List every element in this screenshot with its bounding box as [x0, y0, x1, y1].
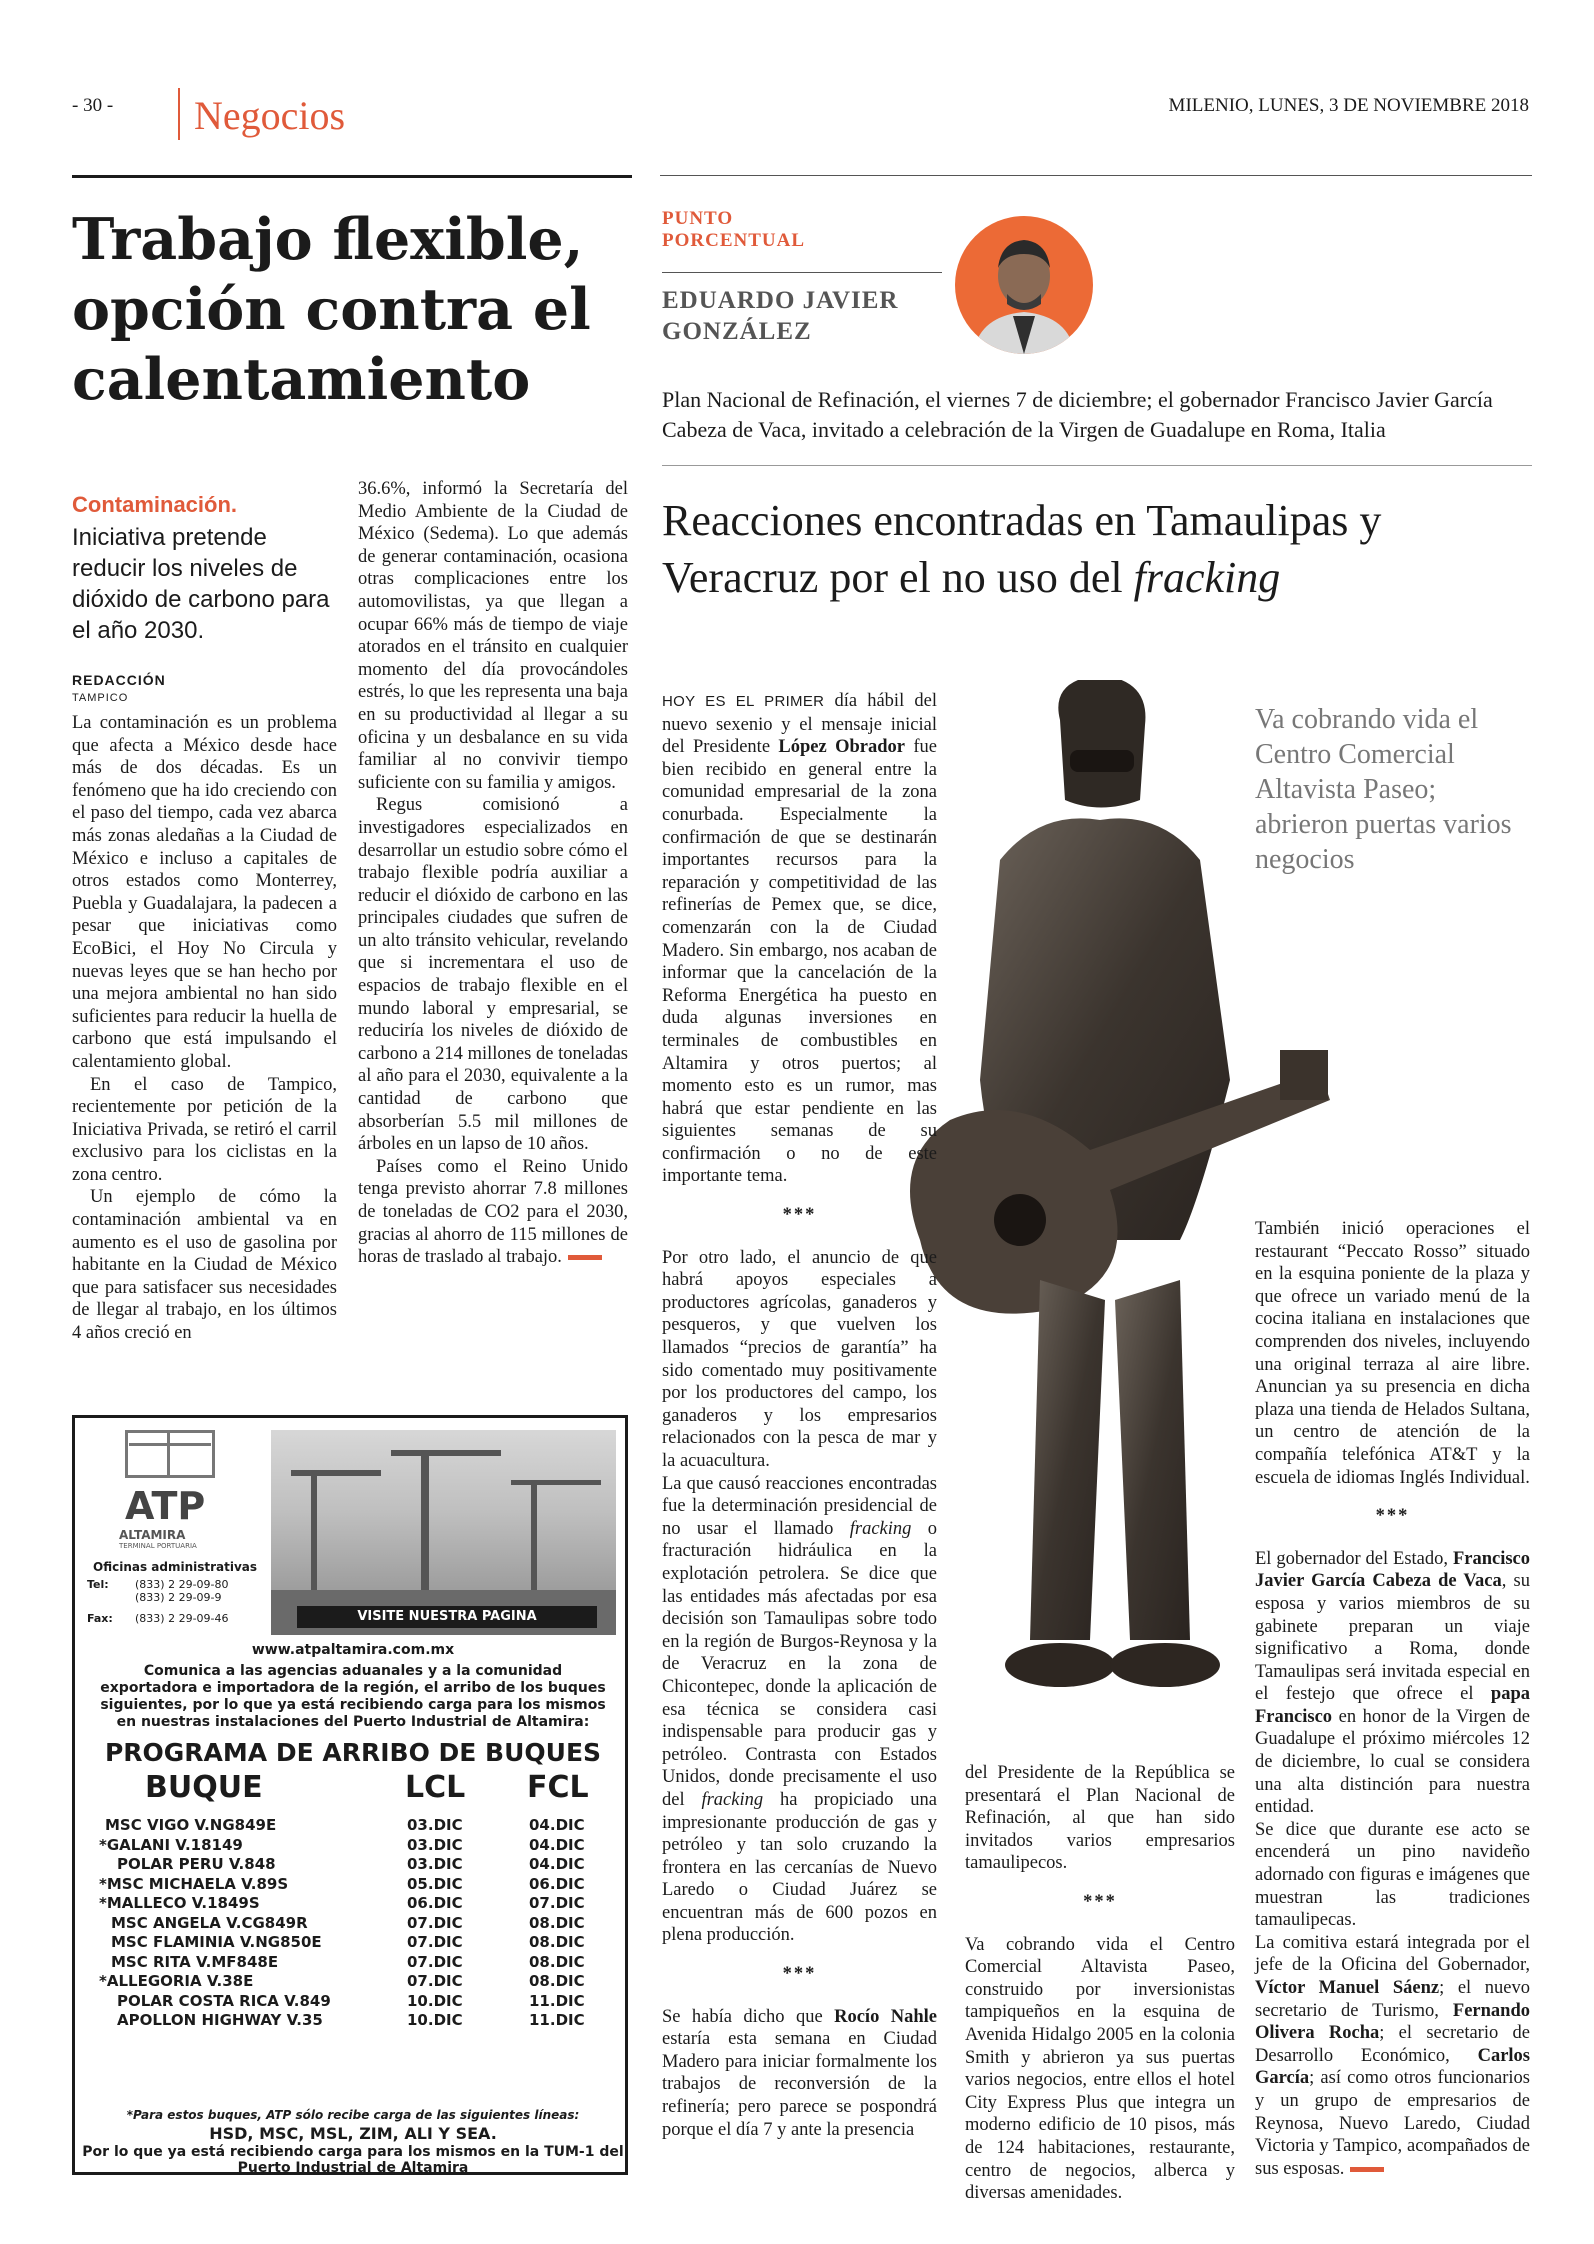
article-kicker: Contaminación.	[72, 492, 238, 517]
ad-contact	[87, 1578, 229, 1625]
ship-name: MSC FLAMINIA V.NG850E	[111, 1933, 322, 1951]
article-deck: Iniciativa pretende reducir los niveles de dióxido de carbono para el año 2030.	[72, 524, 330, 644]
ship-row	[97, 1875, 617, 1895]
ship-fcl: 04.DIC	[529, 1855, 585, 1873]
ad-closing: Por lo que ya está recibiendo carga para los mismos en la TUM-1 del Puerto Industrial de Altamira	[82, 2144, 624, 2176]
ship-row	[97, 1894, 617, 1914]
column-summary-rule	[662, 465, 1532, 466]
ship-row	[97, 1855, 617, 1875]
column-headline-text: Reacciones encontradas en Tamaulipas y Veracruz por el no uso del	[662, 496, 1382, 602]
separator: ***	[1083, 1891, 1117, 1912]
paragraph: Se había dicho que Rocío Nahle estaría esta semana en Ciudad Madero para iniciar formalmente los trabajos de reconversión de la refinería; pero parece se pospondrá porque el día 7 y ante la presencia	[662, 2006, 938, 2140]
ship-name: POLAR PERU V.848	[117, 1855, 276, 1873]
column-label-rule	[662, 272, 942, 273]
paragraph: Por otro lado, el anuncio de que habrá apoyos especiales a productores agrícolas, ganaderos y pesqueros, y que vuelven los llamados “precios de garantía” ha sido comentado muy positivamente por los productores del campo, los ganaderos y los empresarios relacionados con la pesca de mar y la acuacultura.	[662, 1247, 937, 1471]
port-photo	[271, 1430, 616, 1635]
ship-lcl: 07.DIC	[407, 1952, 463, 1971]
end-mark	[568, 1255, 602, 1260]
paragraph: El gobernador del Estado, Francisco Javier García Cabeza de Vaca, su esposa y varios miembros de su gabinete preparan un viaje significativo a Roma, donde Tamaulipas será invitada especial en el festejo que ofrece el papa Francisco en honor de la Virgen de Guadalupe el próximo miércoles 12 de diciembre, lo cual se considera una alta distinción para nuestra entidad.	[1255, 1548, 1530, 1818]
ship-row	[97, 1933, 617, 1953]
ship-name: *ALLEGORIA V.38E	[99, 1972, 254, 1990]
ship-name: MSC RITA V.MF848E	[111, 1952, 279, 1971]
ship-fcl: 08.DIC	[529, 1933, 585, 1951]
paragraph: HOY ES EL PRIMER día hábil del nuevo sexenio y el mensaje inicial del Presidente López Obrador fue bien recibido en general entre la comunidad empresarial de la zona conurbada. Especialmente la confirmación de que se destinarán importantes recursos para la reparación y competitividad de las refinerías de Pemex que, se dice, comenzarán con la de Ciudad Madero. Sin embargo, nos acaban de informar que la cancelación de la Reforma Energética ha puesto en duda algunas inversiones en terminales de combustibles en Altamira y otros puertos; al momento esto es un rumor, mas habrá que estar pendiente en las siguientes semanas de su confirmación o no de este importante tema.	[662, 691, 937, 1187]
ad-website: www.atpaltamira.com.mx	[251, 1642, 455, 1658]
ship-table	[97, 1816, 617, 2031]
section-title: Negocios	[194, 93, 346, 138]
paragraph: 36.6%, informó la Secretaría del Medio Ambiente de la Ciudad de México (Sedema). Lo que además de generar contaminación, ocasiona otras complicaciones entre los automovilistas, ya que llegan a ocupar 66% más de tiempo de viaje atorados en el tránsito en cualquier momento del día provocándoles estrés, lo que les representa una baja en su productividad al llegar a su oficina y un desbalance en su vida familiar al no convivir tiempo suficiente con su familia y amigos.	[358, 479, 628, 793]
ship-fcl: 06.DIC	[529, 1874, 585, 1893]
page-number: - 30 -	[72, 95, 114, 116]
ship-name: MSC VIGO V.NG849E	[105, 1816, 277, 1834]
paragraph	[358, 1156, 628, 1269]
col-header-fcl: FCL	[527, 1770, 589, 1805]
ship-fcl: 08.DIC	[529, 1972, 585, 1990]
column-text-1	[662, 690, 937, 2141]
fax-label: Fax:	[87, 1612, 113, 1625]
atp-logo-bar	[167, 1432, 170, 1476]
ad-message: Comunica a las agencias aduanales y a la comunidad exportadora e importadora de la región, el arribo de los buques siguientes, por lo que ya está recibiendo carga para los mismos en nuestras instalaciones del Puerto Industrial de Altamira:	[100, 1663, 606, 1730]
ship-lcl: 10.DIC	[407, 2011, 463, 2029]
ship-fcl: 08.DIC	[529, 1913, 585, 1932]
ship-lcl: 07.DIC	[407, 1913, 463, 1932]
pull-quote: Va cobrando vida el Centro Comercial Altavista Paseo; abrieron puertas varios negocios	[1255, 704, 1512, 875]
tel-number: (833) 2 29-09-80	[135, 1578, 229, 1591]
paragraph-text: Países como el Reino Unido tenga previsto ahorrar 7.8 millones de toneladas de CO2 para el 2030, gracias al ahorro de 115 millones de horas de traslado al trabajo.	[358, 1156, 628, 1268]
dateline: MILENIO, LUNES, 3 DE NOVIEMBRE 2018	[1168, 95, 1529, 116]
column-author: EDUARDO JAVIER GONZÁLEZ	[662, 287, 899, 345]
tel-label: Tel:	[87, 1578, 109, 1591]
column-text-2	[965, 1762, 1235, 2205]
ship-lcl: 06.DIC	[407, 1894, 463, 1912]
ad-footnote: *Para estos buques, ATP sólo recibe carga de las siguientes líneas:	[126, 2108, 580, 2122]
byline: REDACCIÓN	[72, 672, 166, 688]
ship-lcl: 10.DIC	[407, 1991, 463, 2010]
article-headline: Trabajo flexible, opción contra el calentamiento	[72, 206, 591, 413]
ship-name: MSC ANGELA V.CG849R	[111, 1913, 308, 1932]
ship-name: APOLLON HIGHWAY V.35	[117, 2011, 323, 2029]
atp-logo: ATP	[125, 1484, 206, 1528]
ship-lcl: 05.DIC	[407, 1874, 463, 1893]
column-label: PUNTO PORCENTUAL	[662, 208, 806, 251]
ship-lcl: 07.DIC	[407, 1972, 463, 1990]
ship-row	[97, 1816, 617, 1836]
ship-name: *MSC MICHAELA V.89S	[99, 1874, 289, 1893]
ship-lcl: 03.DIC	[407, 1855, 463, 1873]
column-headline-emphasis: fracking	[1133, 553, 1281, 602]
end-mark	[1350, 2167, 1384, 2172]
column-summary: Plan Nacional de Refinación, el viernes 7 de diciembre; el gobernador Francisco Javier García Cabeza de Vaca, invitado a celebración de la Virgen de Guadalupe en Roma, Italia	[662, 387, 1493, 442]
program-title: PROGRAMA DE ARRIBO DE BUQUES	[104, 1738, 602, 1767]
ship-row	[97, 1972, 617, 1992]
ship-row	[97, 1914, 617, 1934]
paragraph: del Presidente de la República se presentará el Plan Nacional de Refinación, al que han sido invitados varios empresarios tamaulipecos.	[965, 1763, 1235, 1874]
header-rule-left	[72, 175, 632, 178]
header-rule-right	[660, 175, 1532, 176]
ad-lines: HSD, MSC, MSL, ZIM, ALI Y SEA.	[209, 2124, 497, 2143]
paragraph: Un ejemplo de cómo la contaminación ambiental va en aumento es el uso de gasolina por habitante en la Ciudad de México que para satisfacer sus necesidades de llegar al trabajo, en los últimos 4 años creció en	[72, 1187, 337, 1344]
column-headline	[662, 492, 1532, 606]
ship-fcl: 11.DIC	[529, 2011, 585, 2029]
author-photo	[955, 216, 1093, 354]
article-column-1	[72, 712, 337, 1345]
paragraph: La comitiva estará integrada por el jefe de la Oficina del Gobernador, Víctor Manuel Sáenz; el nuevo secretario de Turismo, Fernando Olivera Rocha; el secretario de Desarrollo Económico, Carlos García; así como otros funcionarios y un grupo de empresarios de Reynosa, Nuevo Laredo, Ciudad Victoria y Tampico, acompañados de sus esposas.	[1255, 1932, 1530, 2179]
separator: ***	[1375, 1506, 1410, 1527]
ship-name: POLAR COSTA RICA V.849	[117, 1991, 331, 2010]
paragraph: Regus comisionó a investigadores especializados en desarrollar un estudio sobre cómo el trabajo flexible podría auxiliar a reducir el dióxido de carbono en las principales ciudades que sufren de un alto tránsito vehicular, revelando que si incrementara el uso de espacios de trabajo flexible en el mundo laboral y empresarial, se reduciría los niveles de dióxido de carbono a 214 millones de toneladas al año para el 2030, equivalente a la cantidad de carbono que absorberían 5.5 mil millones de árboles en un lapso de 10 años.	[358, 795, 628, 1155]
ship-row	[97, 1992, 617, 2012]
col-header-ship: BUQUE	[145, 1770, 263, 1805]
ship-name: *GALANI V.18149	[99, 1835, 243, 1854]
ship-name: *MALLECO V.1849S	[99, 1894, 260, 1912]
ship-lcl: 03.DIC	[407, 1816, 463, 1834]
paragraph: También inició operaciones el restaurant “Peccato Rosso” situado en la esquina poniente de la plaza y que ofrece un variado menú de la cocina italiana en instalaciones que comprenden dos niveles, incluyendo una original terraza al aire libre. Anuncian ya su presencia en dicha plaza una tienda de Helados Sultana, un centro de atención de la compañía telefónica AT&T y la escuela de idiomas Inglés Individual.	[1255, 1219, 1530, 1488]
tel-number: (833) 2 29-09-9	[135, 1591, 222, 1604]
ship-fcl: 11.DIC	[529, 1991, 585, 2010]
article-column-2	[358, 478, 628, 1269]
column-text-3	[1255, 1218, 1530, 2180]
section-divider	[178, 88, 180, 140]
separator: ***	[782, 1964, 817, 1985]
separator: ***	[782, 1205, 817, 1226]
atp-logo-icon	[125, 1430, 215, 1478]
fax-number: (833) 2 29-09-46	[135, 1612, 229, 1625]
ship-lcl: 07.DIC	[407, 1933, 463, 1951]
paragraph: Se dice que durante ese acto se encenderá un pino navideño adornado con figuras e imágenes que muestran las tradiciones tamaulipecas.	[1255, 1819, 1530, 1931]
atp-logo-sub2: TERMINAL PORTUARIA	[119, 1542, 197, 1550]
visit-page-banner: VISITE NUESTRA PAGINA	[297, 1606, 597, 1628]
ship-fcl: 04.DIC	[529, 1835, 585, 1854]
paragraph: En el caso de Tampico, recientemente por petición de la Iniciativa Privada, se retiró el carril exclusivo para los ciclistas en la zona centro.	[72, 1074, 337, 1185]
byline-city: TAMPICO	[72, 692, 129, 704]
ship-fcl: 08.DIC	[529, 1952, 585, 1971]
paragraph: La que causó reacciones encontradas fue la determinación presidencial de no usar el llamado fracking o fracturación hidráulica en la explotación petrolera. Se dice que las entidades más afectadas por esa decisión son Tamaulipas sobre todo en la región de Burgos-Reynosa y la de Veracruz en la zona de Chicontepec, donde la aplicación de esa técnica se considera casi indispensable para producir gas y petróleo. Contrasta con Estados Unidos, donde precisamente el uso del fracking ha propiciado una impresionante producción de gas y petróleo y tan solo cruzando la frontera en las cercanías de Nuevo Laredo o Ciudad Juárez se encuentran más de 600 pozos en plena producción.	[662, 1473, 938, 1946]
paragraph: Va cobrando vida el Centro Comercial Altavista Paseo, construido por inversionistas tampiqueños en la esquina de Avenida Hidalgo 2005 en la colonia Smith y abrieron ya sus puertas varios negocios, entre ellos el hotel City Express Plus que integra un moderno edificio de 10 pisos, más de 124 habitaciones, restaurante, centro de negocios, alberca y diversas amenidades.	[965, 1934, 1235, 2204]
atp-logo-bar	[129, 1443, 211, 1446]
ship-row	[97, 2011, 617, 2031]
ship-fcl: 07.DIC	[529, 1894, 585, 1912]
ship-row	[97, 1836, 617, 1856]
author-portrait-icon	[955, 216, 1093, 354]
paragraph: La contaminación es un problema que afecta a México desde hace más de dos décadas. Es un fenómeno que ha ido creciendo con el paso del tiempo, cada vez abarca más zonas aledañas a la Ciudad de México e incluso a capitales de otros estados como Monterrey, Puebla y Guadalajara, la padecen a pesar que iniciativas como EcoBici, el Hoy No Circula y nuevas leyes que se han hecho por una mejora ambiental no han sido suficientes para reducir la huella de carbono que está impulsando el calentamiento global.	[72, 713, 337, 1072]
ad-offices-label: Oficinas administrativas	[93, 1560, 258, 1574]
ship-lcl: 03.DIC	[407, 1835, 463, 1854]
atp-logo-sub: ALTAMIRA	[119, 1528, 186, 1542]
atp-advertisement	[72, 1415, 628, 2175]
ship-row	[97, 1953, 617, 1973]
ship-fcl: 04.DIC	[529, 1816, 585, 1834]
col-header-lcl: LCL	[405, 1770, 466, 1805]
lead-in: HOY ES EL PRIMER	[662, 693, 825, 710]
